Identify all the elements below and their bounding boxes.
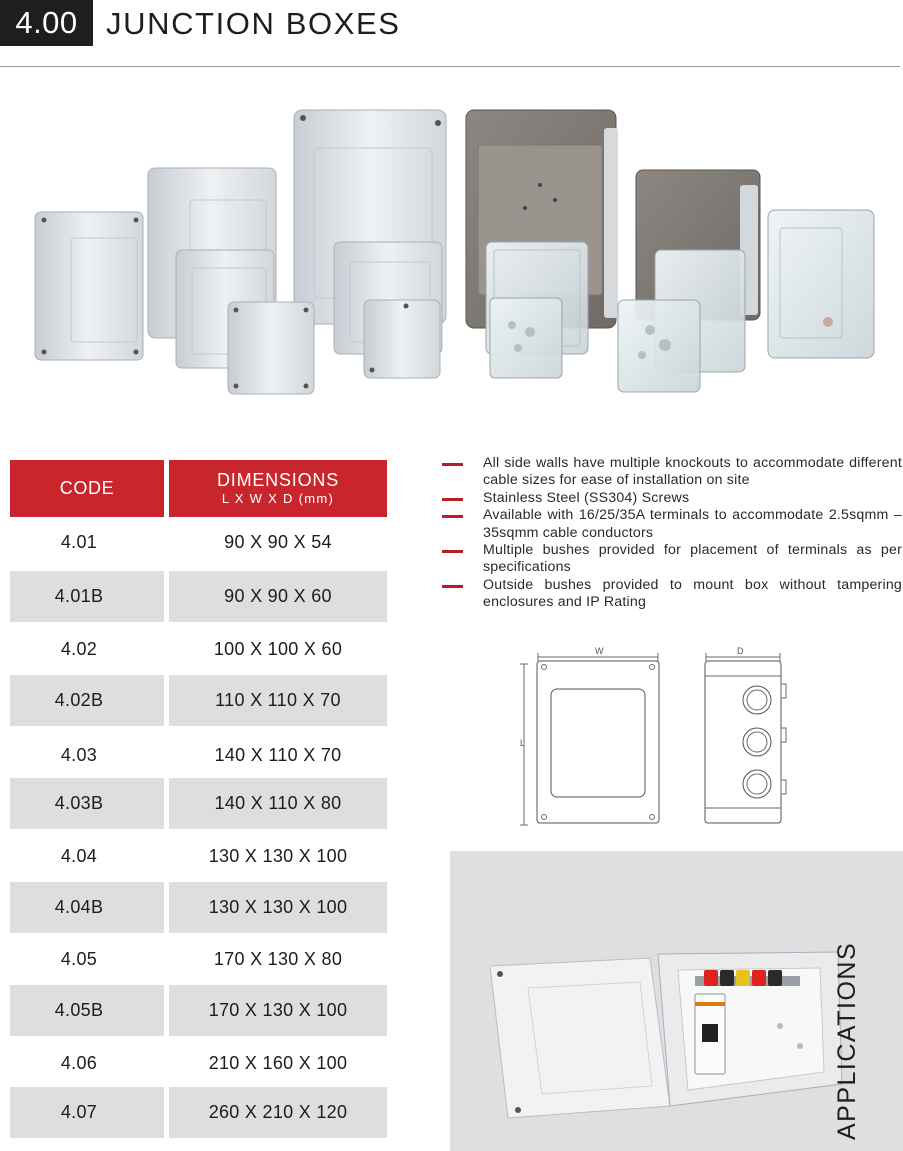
dimensions-header-label: DIMENSIONS	[216, 470, 339, 490]
table-row	[10, 624, 388, 675]
table-row	[10, 571, 388, 622]
code-cell: 4.01	[60, 532, 98, 552]
code-column-header: CODE	[10, 460, 164, 517]
bullet-dash-icon	[442, 515, 463, 518]
bullet-dash-icon	[442, 463, 463, 466]
page-title: JUNCTION BOXES	[106, 6, 401, 41]
dimensions-cell: 170 X 130 X 80	[213, 949, 343, 969]
list-item	[440, 455, 902, 490]
bullet-dash-icon	[442, 498, 463, 501]
dimensions-cell: 130 X 130 X 100	[169, 882, 387, 933]
dimensions-cell: 130 X 130 X 100	[208, 846, 348, 866]
feature-text: Outside bushes provided to mount box without tampering enclosures and IP Rating	[483, 576, 902, 611]
bullet-dash-icon	[442, 585, 463, 588]
feature-text: Stainless Steel (SS304) Screws	[483, 489, 690, 506]
application-photo	[490, 946, 845, 1121]
table-row	[10, 730, 388, 781]
code-cell: 4.04B	[10, 882, 164, 933]
features-list	[440, 455, 902, 612]
table-header	[10, 460, 388, 517]
feature-text: Multiple bushes provided for placement of terminals as per specifications	[483, 542, 902, 576]
code-cell: 4.02B	[10, 675, 164, 726]
feature-text: All side walls have multiple knockouts to accommodate different cable sizes for ease of installation on site	[483, 455, 902, 489]
table-row	[10, 1087, 388, 1138]
drawing-label-l: L	[520, 738, 526, 748]
dimensions-cell: 90 X 90 X 54	[224, 532, 332, 552]
list-item	[440, 507, 902, 542]
code-cell: 4.03	[60, 745, 98, 765]
table-row	[10, 882, 388, 933]
junction-box-clear-right-b	[618, 300, 700, 392]
junction-box-white-tiny-a	[228, 302, 314, 394]
applications-label: APPLICATIONS	[833, 941, 861, 1140]
table-row	[10, 934, 388, 985]
code-cell: 4.04	[60, 846, 98, 866]
drawing-label-w: W	[595, 646, 604, 656]
dimensions-column-header	[169, 460, 387, 517]
table-row	[10, 517, 388, 568]
technical-drawing	[500, 640, 800, 835]
dimensions-cell: 90 X 90 X 60	[169, 571, 387, 622]
section-number: 4.00	[0, 0, 93, 46]
dimensions-cell: 170 X 130 X 100	[169, 985, 387, 1036]
dimensions-cell: 140 X 110 X 70	[214, 745, 342, 765]
code-cell: 4.06	[60, 1053, 98, 1073]
code-cell: 4.05	[60, 949, 98, 969]
code-cell: 4.02	[60, 639, 98, 659]
table-row	[10, 778, 388, 829]
junction-box-clear-small	[490, 298, 562, 378]
list-item	[440, 577, 902, 612]
code-cell: 4.07	[10, 1087, 164, 1138]
header-divider	[0, 66, 900, 67]
dimensions-cell: 140 X 110 X 80	[169, 778, 387, 829]
dimensions-cell: 110 X 110 X 70	[169, 675, 387, 726]
junction-box-white-tiny-b	[364, 300, 440, 378]
dimensions-cell: 260 X 210 X 120	[169, 1087, 387, 1138]
dimensions-cell: 100 X 100 X 60	[213, 639, 343, 659]
drawing-label-d: D	[737, 646, 744, 656]
junction-box-clear-far-right	[768, 210, 874, 358]
page-header	[0, 0, 903, 68]
table-row	[10, 1038, 388, 1089]
dimensions-cell: 210 X 160 X 100	[208, 1053, 348, 1073]
feature-text: Available with 16/25/35A terminals to accommodate 2.5sqmm – 35sqmm cable conductors	[483, 507, 902, 541]
code-cell: 4.03B	[10, 778, 164, 829]
table-row	[10, 675, 388, 726]
code-cell: 4.05B	[10, 985, 164, 1036]
dimensions-header-units: L X W X D (mm)	[221, 491, 335, 506]
table-row	[10, 985, 388, 1036]
list-item	[440, 490, 902, 507]
bullet-dash-icon	[442, 550, 463, 553]
list-item	[440, 542, 902, 577]
table-row	[10, 831, 388, 882]
product-photo	[0, 90, 903, 420]
junction-box-white-left	[35, 212, 143, 360]
code-cell: 4.01B	[10, 571, 164, 622]
